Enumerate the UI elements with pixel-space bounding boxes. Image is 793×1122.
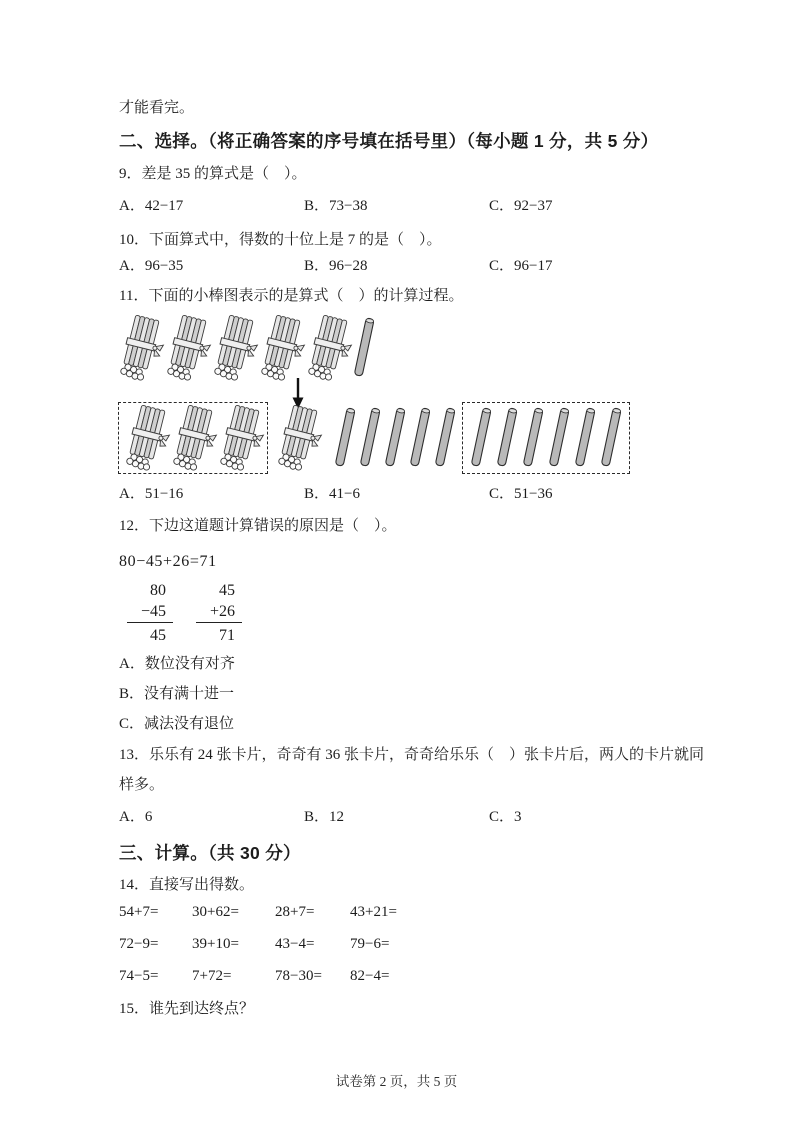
calc-expression: 79−6= [350, 936, 390, 952]
single-stick-icon [522, 406, 544, 470]
stick-bundle-icon [165, 316, 209, 380]
dashed-box [462, 402, 630, 474]
calc-section-heading: 三、计算。（共 30 分） [119, 843, 301, 863]
single-stick-icon [496, 406, 518, 470]
stick-group [276, 406, 320, 470]
q13-option-a: A．6 [119, 809, 153, 825]
calc-expression: 43−4= [275, 936, 315, 952]
stick-bundle-icon [118, 316, 162, 380]
question-9-options [119, 197, 679, 216]
calc-expression: 54+7= [119, 904, 159, 920]
stick-row-2 [118, 402, 630, 474]
q11-option-c: C．51−36 [489, 486, 553, 502]
question-13-options [119, 808, 679, 827]
calc-expression: 43+21= [350, 904, 397, 920]
single-stick-icon [434, 406, 456, 470]
leftover-line: 才能看完。 [119, 100, 195, 116]
calc-expression: 78−30= [275, 968, 322, 984]
choice-section-heading: 二、选择。（将正确答案的序号填在括号里）（每小题 1 分，共 5 分） [119, 131, 659, 151]
q12-work-addition [196, 580, 242, 646]
q14-row-1 [119, 903, 559, 922]
calc-expression: 74−5= [119, 968, 159, 984]
question-11-stem: 11．下面的小棒图表示的是算式（ ）的计算过程。 [119, 288, 464, 304]
work-result: 45 [150, 627, 166, 644]
single-stick-icon [353, 316, 375, 380]
work-operation: −45 [127, 601, 173, 623]
q13-option-b: B．12 [304, 809, 345, 825]
stick-bundle-icon [212, 316, 256, 380]
stick-bundle-icon [124, 406, 168, 470]
stick-row-1 [118, 316, 375, 380]
q14-row-2 [119, 935, 559, 954]
question-15-stem: 15．谁先到达终点？ [119, 1001, 255, 1017]
q11-option-a: A．51−16 [119, 486, 184, 502]
stick-bundle-icon [171, 406, 215, 470]
q14-row-3 [119, 967, 559, 986]
q12-equation: 80−45+26=71 [119, 553, 217, 570]
work-top-number: 80 [150, 582, 166, 599]
q12-option-c: C．减法没有退位 [119, 716, 235, 732]
stick-diagram [118, 316, 683, 478]
q12-vertical-work [127, 580, 242, 646]
calc-expression: 82−4= [350, 968, 390, 984]
q9-option-a: A．42−17 [119, 198, 184, 214]
q12-work-subtraction [127, 580, 173, 646]
q12-option-a: A．数位没有对齐 [119, 656, 235, 672]
single-stick-icon [384, 406, 406, 470]
calc-expression: 30+62= [192, 904, 239, 920]
q9-option-b: B．73−38 [304, 198, 368, 214]
question-10-stem: 10．下面算式中，得数的十位上是 7 的是（ ）。 [119, 232, 442, 248]
calc-expression: 28+7= [275, 904, 315, 920]
q13-option-c: C．3 [489, 809, 522, 825]
single-stick-icon [470, 406, 492, 470]
q10-option-c: C．96−17 [489, 258, 553, 274]
single-stick-icon [334, 406, 356, 470]
q10-option-a: A．96−35 [119, 258, 184, 274]
question-13-stem-line1: 13．乐乐有 24 张卡片，奇奇有 36 张卡片，奇奇给乐乐（ ）张卡片后，两人的卡片就同 [119, 747, 705, 763]
q10-option-b: B．96−28 [304, 258, 368, 274]
single-stick-icon [548, 406, 570, 470]
single-stick-icon [359, 406, 381, 470]
calc-expression: 7+72= [192, 968, 232, 984]
single-stick-icon [600, 406, 622, 470]
q11-option-b: B．41−6 [304, 486, 360, 502]
calc-expression: 39+10= [192, 936, 239, 952]
stick-bundle-icon [259, 316, 303, 380]
single-stick-icon [409, 406, 431, 470]
work-operation: +26 [196, 601, 242, 623]
question-9-stem: 9．差是 35 的算式是（ ）。 [119, 166, 307, 182]
question-10-options [119, 257, 679, 276]
work-result: 71 [219, 627, 235, 644]
q9-option-c: C．92−37 [489, 198, 553, 214]
page-footer: 试卷第 2 页，共 5 页 [335, 1074, 458, 1089]
calc-expression: 72−9= [119, 936, 159, 952]
stick-bundle-icon [306, 316, 350, 380]
q12-option-b: B．没有满十进一 [119, 686, 235, 702]
work-top-number: 45 [219, 582, 235, 599]
single-stick-icon [574, 406, 596, 470]
stick-bundle-icon [276, 406, 320, 470]
dashed-box [118, 402, 268, 474]
stick-bundle-icon [218, 406, 262, 470]
question-11-options [119, 485, 679, 504]
question-13-stem-line2: 样多。 [119, 777, 165, 793]
stick-group [334, 406, 456, 470]
question-14-stem: 14．直接写出得数。 [119, 877, 255, 893]
question-12-stem: 12．下边这道题计算错误的原因是（ ）。 [119, 518, 397, 534]
